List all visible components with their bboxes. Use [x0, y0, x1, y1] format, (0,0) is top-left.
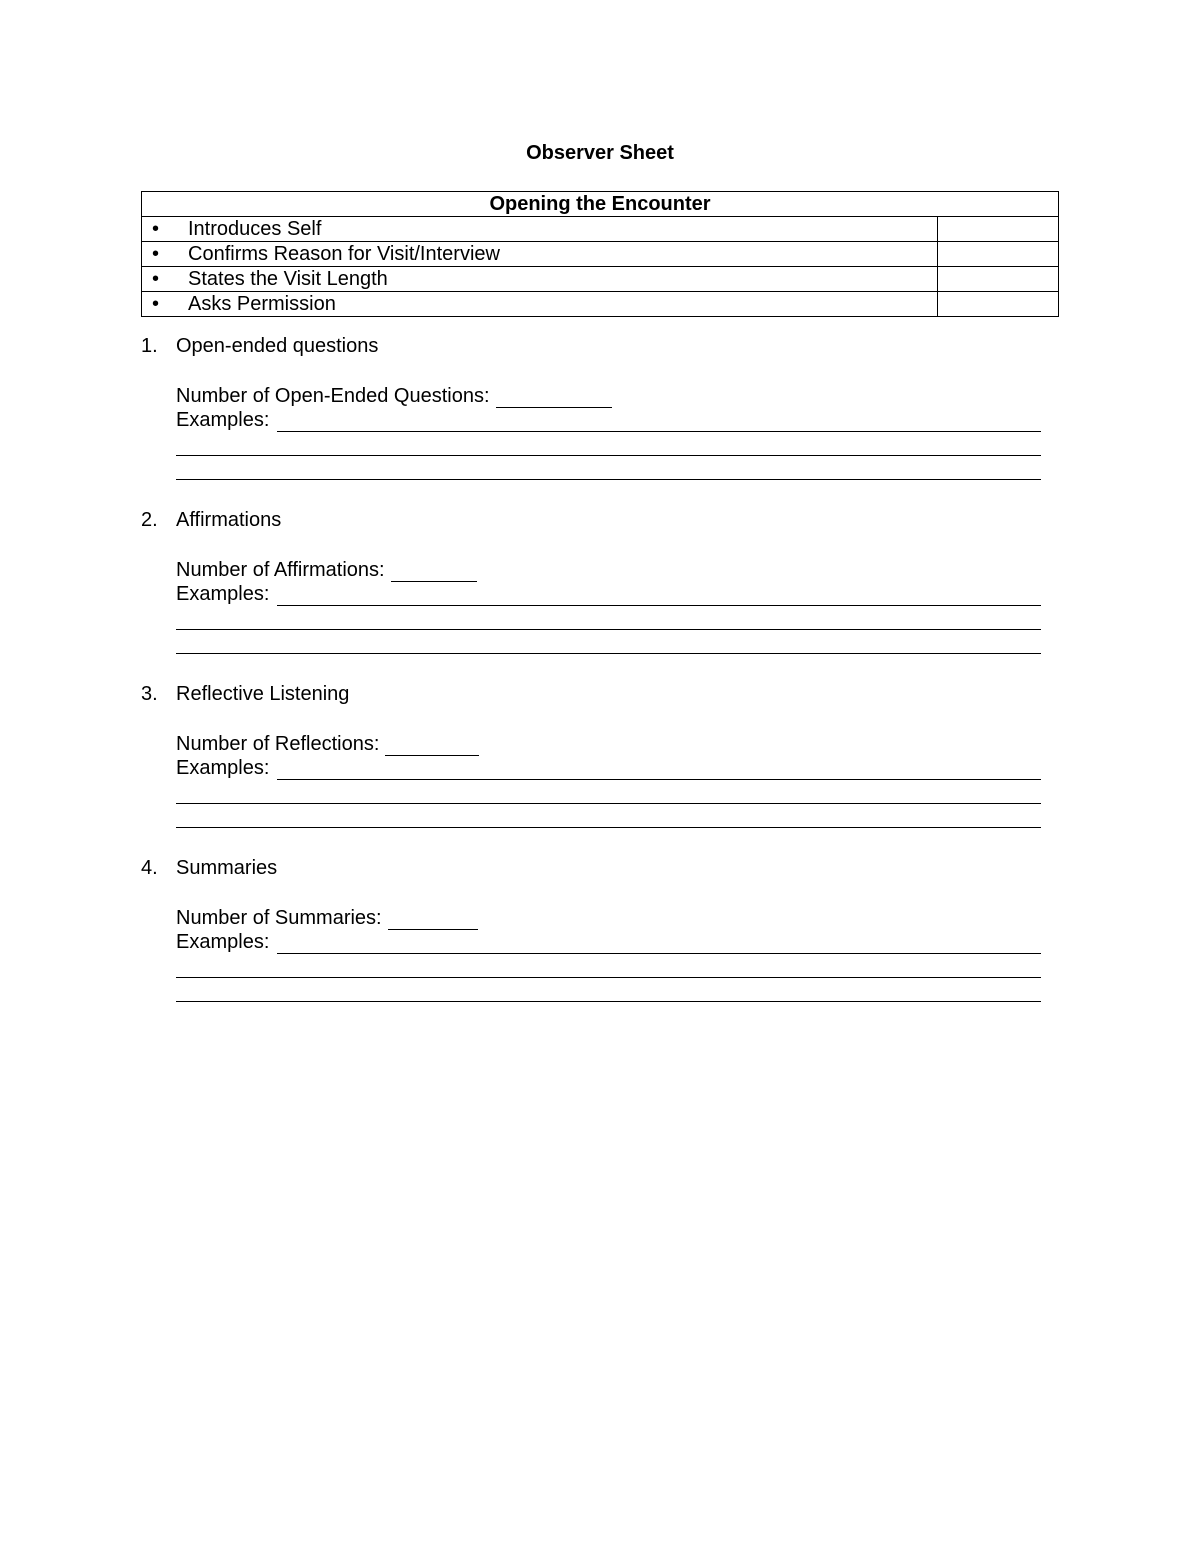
table-row [142, 242, 1059, 267]
section-reflective-listening [141, 682, 1041, 828]
examples-blank-field[interactable] [277, 585, 1041, 606]
count-label: Number of Summaries: [176, 907, 382, 929]
bullet-icon: • [152, 293, 160, 315]
count-blank-field[interactable] [391, 561, 477, 582]
item-cell [142, 292, 938, 317]
count-row [176, 384, 1041, 408]
count-blank-field[interactable] [496, 387, 612, 408]
section-heading [141, 682, 1041, 706]
examples-blank-field[interactable] [277, 933, 1041, 954]
bullet-icon: • [152, 268, 160, 290]
section-heading [141, 856, 1041, 880]
examples-label: Examples: [176, 757, 270, 779]
check-cell[interactable] [937, 267, 1058, 292]
examples-blank-line[interactable] [176, 978, 1041, 1002]
examples-blank-line[interactable] [176, 606, 1041, 630]
examples-blank-line[interactable] [176, 456, 1041, 480]
examples-blank-line[interactable] [176, 804, 1041, 828]
table-row [142, 267, 1059, 292]
examples-blank-line[interactable] [176, 630, 1041, 654]
item-cell [142, 267, 938, 292]
section-title: Summaries [176, 857, 278, 879]
examples-label: Examples: [176, 931, 270, 953]
section-heading [141, 334, 1041, 358]
item-cell [142, 217, 938, 242]
section-heading [141, 508, 1041, 532]
item-label: Asks Permission [188, 293, 336, 315]
item-label: States the Visit Length [188, 268, 388, 290]
table-header: Opening the Encounter [142, 192, 1059, 217]
opening-encounter-table [141, 191, 1059, 317]
count-row [176, 732, 1041, 756]
count-label: Number of Open-Ended Questions: [176, 385, 490, 407]
check-cell[interactable] [937, 242, 1058, 267]
examples-blank-line[interactable] [176, 780, 1041, 804]
check-cell[interactable] [937, 217, 1058, 242]
table-row [142, 217, 1059, 242]
section-number: 4. [141, 857, 158, 879]
section-open-ended-questions [141, 334, 1041, 480]
examples-row [176, 930, 1041, 954]
table-row [142, 292, 1059, 317]
section-summaries [141, 856, 1041, 1002]
examples-row [176, 408, 1041, 432]
count-blank-field[interactable] [385, 735, 479, 756]
section-title: Reflective Listening [176, 683, 350, 705]
examples-blank-line[interactable] [176, 432, 1041, 456]
section-number: 3. [141, 683, 158, 705]
section-affirmations [141, 508, 1041, 654]
examples-blank-field[interactable] [277, 759, 1041, 780]
examples-row [176, 756, 1041, 780]
examples-blank-field[interactable] [277, 411, 1041, 432]
section-number: 2. [141, 509, 158, 531]
page-title: Observer Sheet [526, 142, 674, 164]
item-cell [142, 242, 938, 267]
count-blank-field[interactable] [388, 909, 478, 930]
count-label: Number of Reflections: [176, 733, 380, 755]
item-label: Introduces Self [188, 218, 322, 240]
examples-row [176, 582, 1041, 606]
bullet-icon: • [152, 218, 160, 240]
check-cell[interactable] [937, 292, 1058, 317]
table-header-row [142, 192, 1059, 217]
count-label: Number of Affirmations: [176, 559, 385, 581]
count-row [176, 906, 1041, 930]
count-row [176, 558, 1041, 582]
section-number: 1. [141, 335, 158, 357]
item-label: Confirms Reason for Visit/Interview [188, 243, 500, 265]
examples-label: Examples: [176, 583, 270, 605]
section-title: Affirmations [176, 509, 282, 531]
bullet-icon: • [152, 243, 160, 265]
section-title: Open-ended questions [176, 335, 379, 357]
examples-blank-line[interactable] [176, 954, 1041, 978]
examples-label: Examples: [176, 409, 270, 431]
